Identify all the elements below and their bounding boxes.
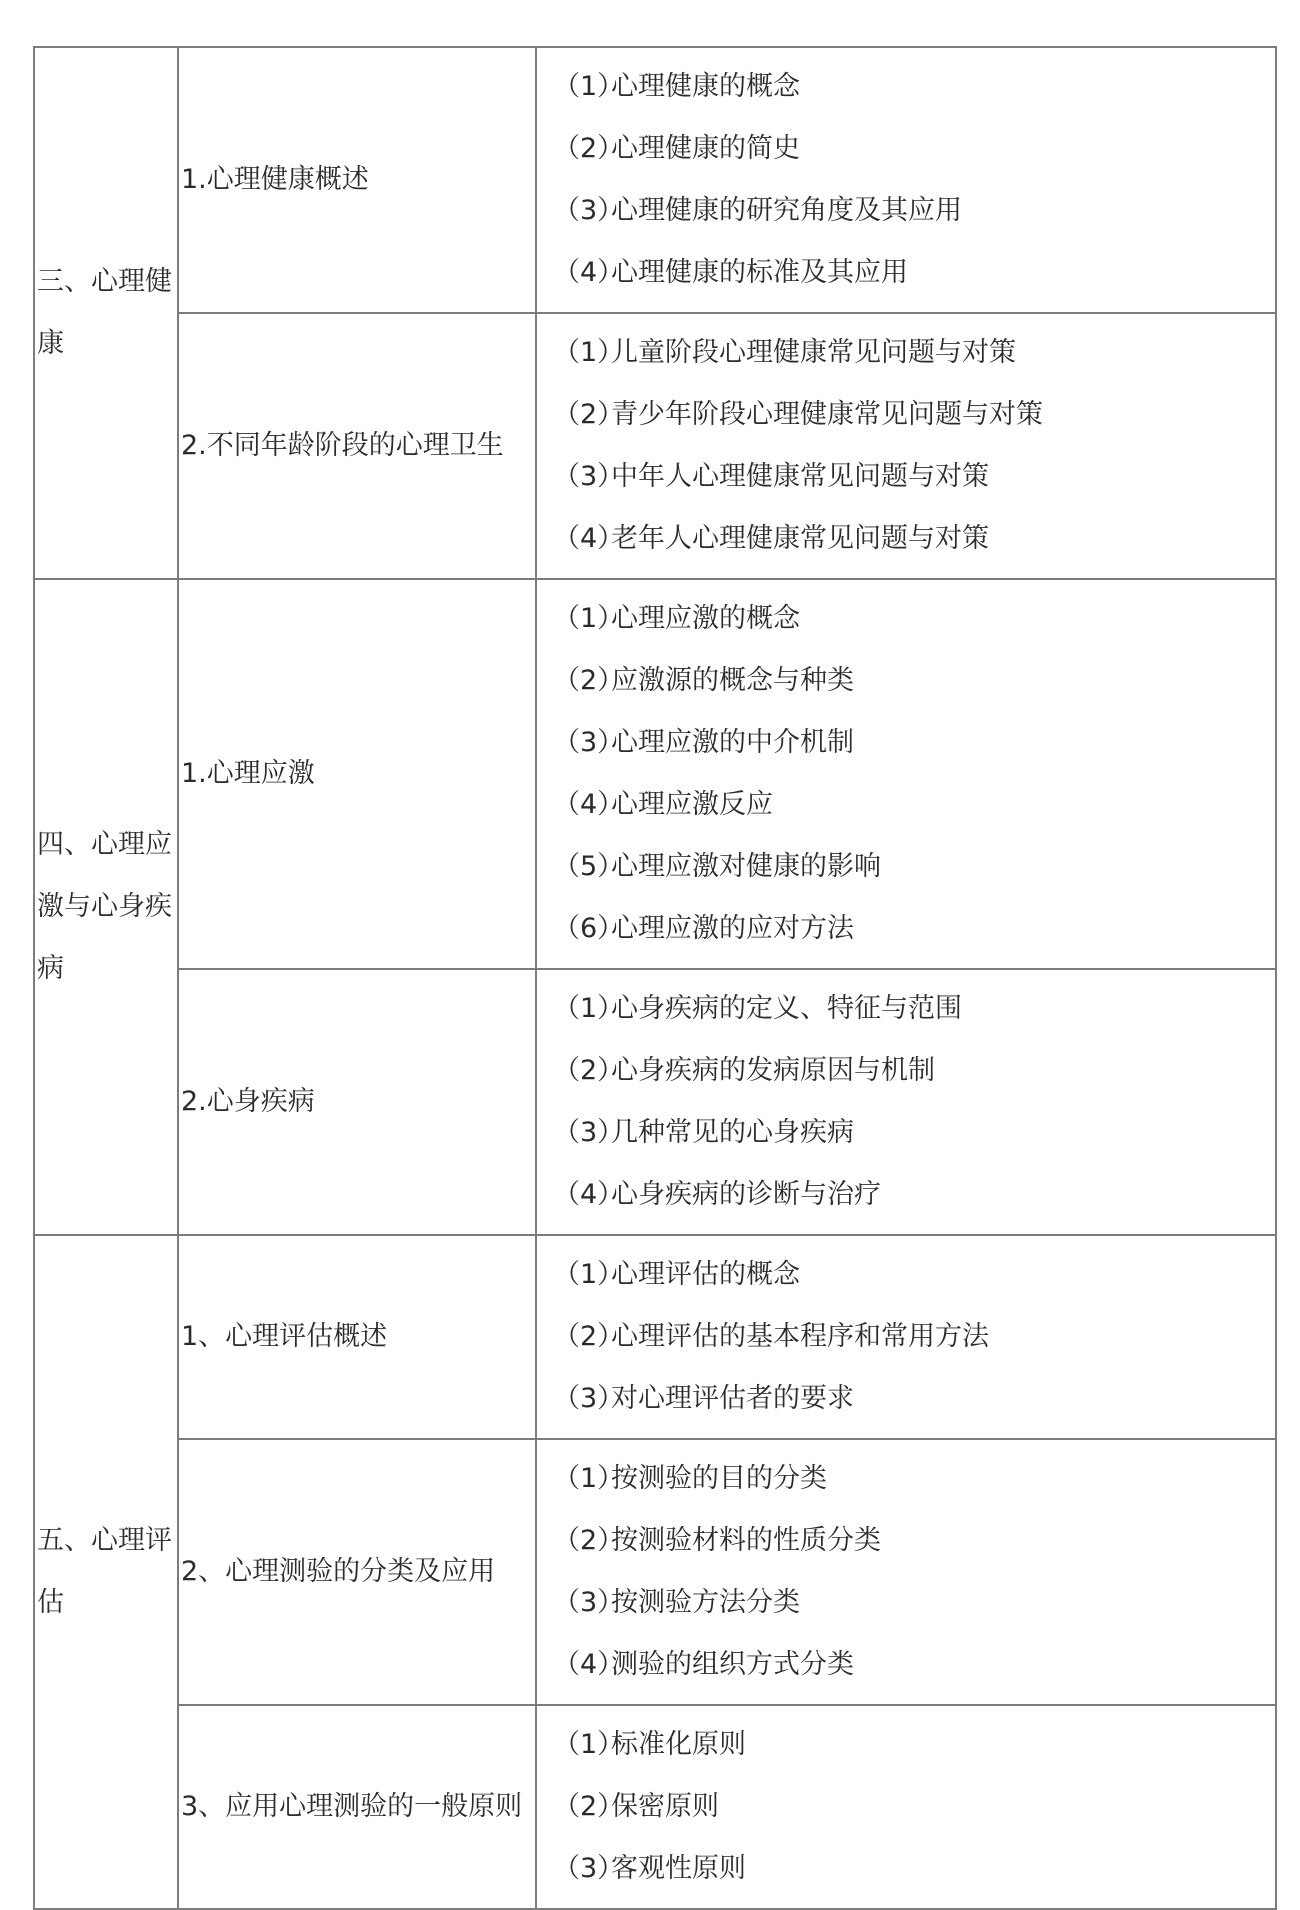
list-item [553,712,1275,774]
topic-number: （2） [553,1055,625,1086]
topic-text: 按测验的目的分类 [611,1463,827,1494]
list-item [553,774,1275,836]
topic-text: 对心理评估者的要求 [611,1383,854,1414]
section-cell: 1.心理应激 [178,579,536,969]
topic-number: （3） [553,1587,625,1618]
list-item [553,1448,1275,1510]
chapter-cell: 四、心理应激与心身疾病 [34,579,178,1235]
table-row [34,969,1276,1235]
list-item [553,446,1275,508]
topic-text: 几种常见的心身疾病 [611,1117,854,1148]
list-item [553,588,1275,650]
topic-number: （1） [553,1729,625,1760]
list-item [553,1510,1275,1572]
topics-cell [536,579,1276,969]
topics-cell [536,1705,1276,1909]
table-row [34,1705,1276,1909]
topic-number: （2） [553,1321,625,1352]
list-item [553,836,1275,898]
topic-number: （1） [553,337,625,368]
topic-text: 心理健康的简史 [611,133,800,164]
topic-number: （6） [553,913,625,944]
list-item [553,1572,1275,1634]
topic-text: 客观性原则 [611,1853,746,1884]
topic-text: 心理健康的标准及其应用 [611,257,908,288]
syllabus-table [33,46,1277,1910]
topic-number: （3） [553,727,625,758]
topic-number: （4） [553,257,625,288]
topic-text: 按测验材料的性质分类 [611,1525,881,1556]
topic-number: （2） [553,399,625,430]
list-item [553,118,1275,180]
topic-text: 心理应激对健康的影响 [611,851,881,882]
topic-number: （2） [553,665,625,696]
topic-number: （3） [553,195,625,226]
topics-cell [536,1235,1276,1439]
topics-cell [536,1439,1276,1705]
list-item [553,1838,1275,1900]
table-row [34,313,1276,579]
topics-cell [536,47,1276,313]
topic-number: （2） [553,1791,625,1822]
topic-text: 心身疾病的诊断与治疗 [611,1179,881,1210]
topics-cell [536,313,1276,579]
topic-text: 中年人心理健康常见问题与对策 [611,461,989,492]
topic-number: （3） [553,1853,625,1884]
topic-text: 心理健康的概念 [611,71,800,102]
topic-text: 心理应激的概念 [611,603,800,634]
topic-number: （4） [553,789,625,820]
topic-text: 应激源的概念与种类 [611,665,854,696]
section-cell: 2.心身疾病 [178,969,536,1235]
list-item [553,1164,1275,1226]
list-item [553,242,1275,304]
topic-number: （3） [553,1383,625,1414]
topic-number: （2） [553,1525,625,1556]
list-item [553,322,1275,384]
list-item [553,650,1275,712]
topic-number: （4） [553,1649,625,1680]
topic-text: 标准化原则 [611,1729,746,1760]
topic-number: （1） [553,1259,625,1290]
topic-text: 心理评估的概念 [611,1259,800,1290]
list-item [553,1368,1275,1430]
topic-number: （1） [553,1463,625,1494]
section-cell: 2、心理测验的分类及应用 [178,1439,536,1705]
list-item [553,1714,1275,1776]
list-item [553,1102,1275,1164]
topic-text: 心身疾病的定义、特征与范围 [611,993,962,1024]
topic-number: （2） [553,133,625,164]
topic-number: （4） [553,523,625,554]
chapter-cell: 三、心理健康 [34,47,178,579]
topic-text: 心理健康的研究角度及其应用 [611,195,962,226]
topic-text: 心理应激反应 [611,789,773,820]
list-item [553,1634,1275,1696]
topic-text: 心理评估的基本程序和常用方法 [611,1321,989,1352]
topic-text: 青少年阶段心理健康常见问题与对策 [611,399,1043,430]
table-row [34,579,1276,969]
list-item [553,180,1275,242]
list-item [553,384,1275,446]
topic-number: （3） [553,461,625,492]
topics-cell [536,969,1276,1235]
topic-text: 老年人心理健康常见问题与对策 [611,523,989,554]
table-row [34,1235,1276,1439]
list-item [553,1776,1275,1838]
table-row [34,1439,1276,1705]
topic-number: （5） [553,851,625,882]
list-item [553,1306,1275,1368]
section-cell: 2.不同年龄阶段的心理卫生 [178,313,536,579]
topic-text: 心理应激的中介机制 [611,727,854,758]
section-cell: 1.心理健康概述 [178,47,536,313]
topic-text: 儿童阶段心理健康常见问题与对策 [611,337,1016,368]
list-item [553,898,1275,960]
topic-number: （1） [553,71,625,102]
topic-text: 心身疾病的发病原因与机制 [611,1055,935,1086]
section-cell: 1、心理评估概述 [178,1235,536,1439]
list-item [553,508,1275,570]
list-item [553,978,1275,1040]
topic-text: 测验的组织方式分类 [611,1649,854,1680]
list-item [553,1040,1275,1102]
list-item [553,1244,1275,1306]
topic-text: 保密原则 [611,1791,719,1822]
topic-text: 心理应激的应对方法 [611,913,854,944]
list-item [553,56,1275,118]
topic-number: （4） [553,1179,625,1210]
topic-number: （1） [553,993,625,1024]
topic-text: 按测验方法分类 [611,1587,800,1618]
table-row [34,47,1276,313]
chapter-cell: 五、心理评估 [34,1235,178,1909]
section-cell: 3、应用心理测验的一般原则 [178,1705,536,1909]
topic-number: （3） [553,1117,625,1148]
topic-number: （1） [553,603,625,634]
